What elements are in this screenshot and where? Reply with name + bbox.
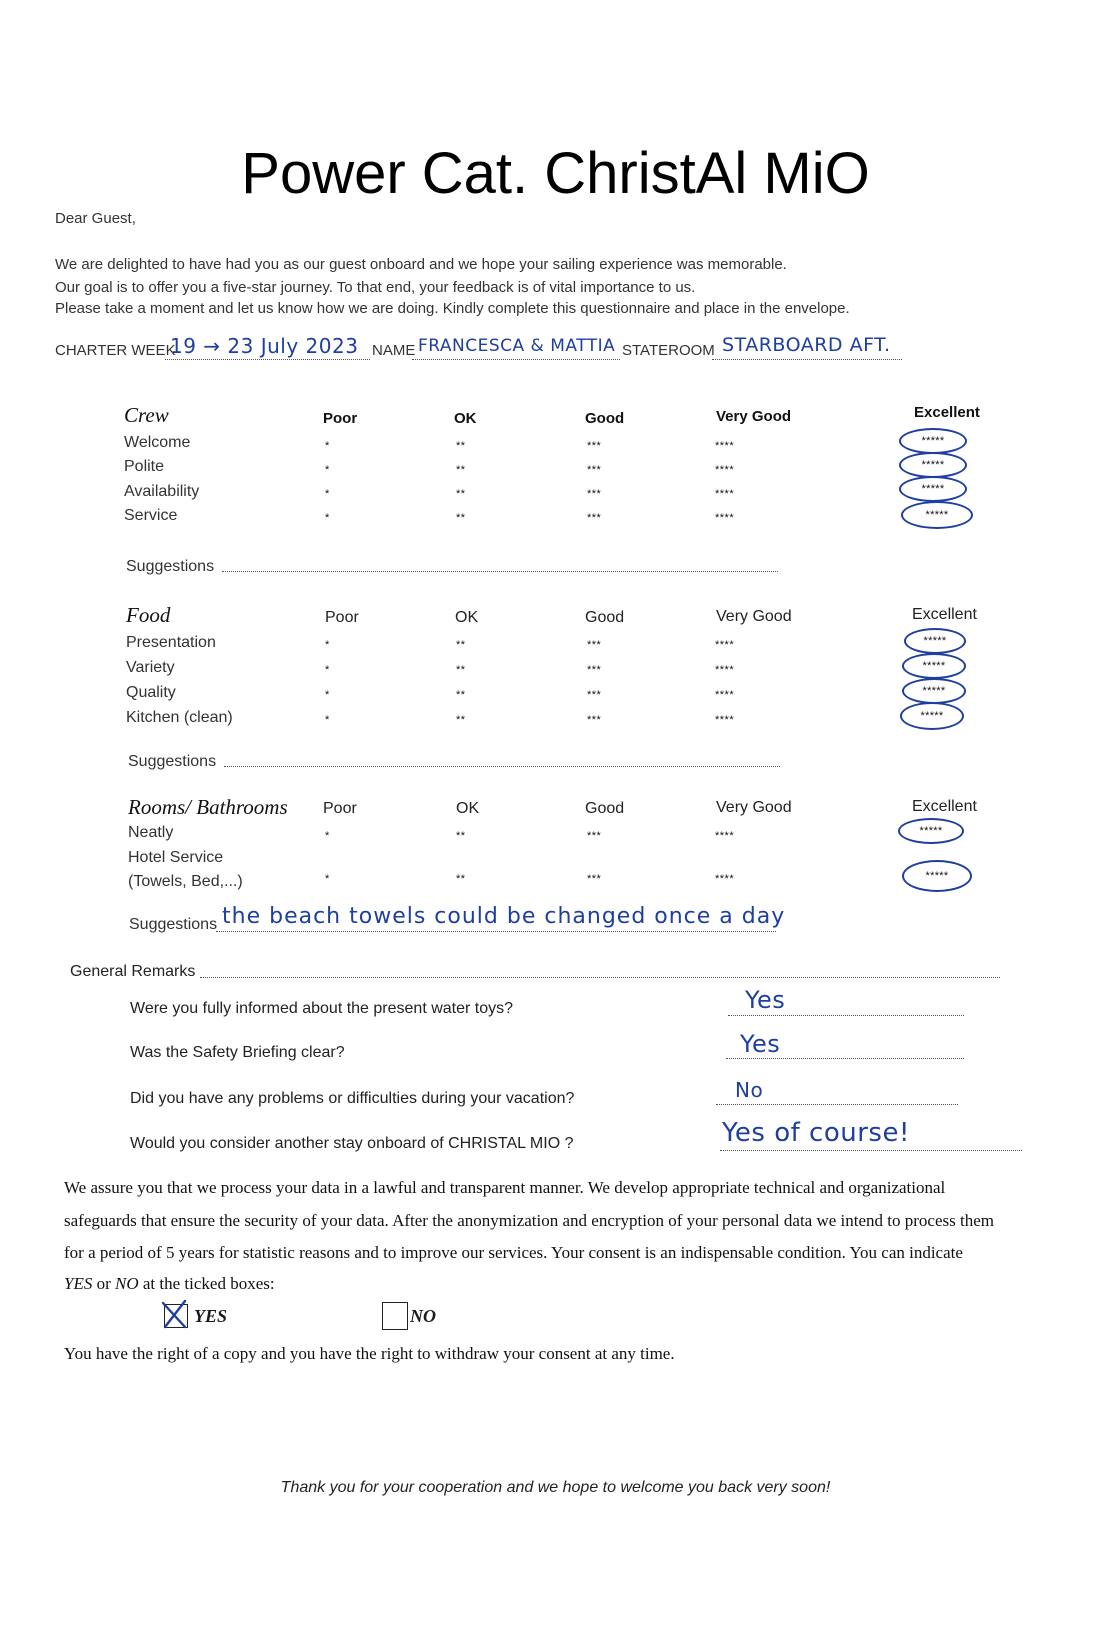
privacy-line-4 <box>64 1268 275 1300</box>
food-section-title: Food <box>126 603 171 627</box>
rooms-neatly-very-good[interactable]: **** <box>715 830 735 842</box>
crew-welcome-ok[interactable]: ** <box>456 440 466 452</box>
crew-service-poor[interactable]: * <box>325 512 330 524</box>
answer-line-safety-briefing <box>726 1058 964 1059</box>
food-presentation-good[interactable]: *** <box>587 639 602 651</box>
consent-yes-checkbox[interactable] <box>164 1304 188 1328</box>
crew-polite-excellent-circled[interactable]: ***** <box>899 452 967 478</box>
consent-no-checkbox[interactable] <box>382 1302 408 1330</box>
name-line <box>412 359 620 360</box>
rooms-item-hotel-service-detail: (Towels, Bed,...) <box>128 873 243 890</box>
food-variety-very-good[interactable]: **** <box>715 664 735 676</box>
answer-safety-briefing[interactable]: Yes <box>740 1030 781 1058</box>
food-kitchen-poor[interactable]: * <box>325 714 330 726</box>
food-presentation-ok[interactable]: ** <box>456 639 466 651</box>
crew-polite-poor[interactable]: * <box>325 464 330 476</box>
food-kitchen-good[interactable]: *** <box>587 714 602 726</box>
charter-week-label: CHARTER WEEK <box>55 342 176 359</box>
crew-welcome-very-good[interactable]: **** <box>715 440 735 452</box>
crew-header-good: Good <box>585 410 625 427</box>
crew-welcome-poor[interactable]: * <box>325 440 330 452</box>
food-suggestions-label: Suggestions <box>128 753 217 770</box>
food-quality-good[interactable]: *** <box>587 689 602 701</box>
stateroom-value[interactable]: STARBOARD AFT. <box>722 334 891 356</box>
crew-availability-ok[interactable]: ** <box>456 488 466 500</box>
rooms-hotel-very-good[interactable]: **** <box>715 873 735 885</box>
question-another-stay: Would you consider another stay onboard of CHRISTAL MIO ? <box>130 1135 574 1152</box>
food-header-very-good: Very Good <box>716 608 792 625</box>
food-variety-excellent-circled[interactable]: ***** <box>902 653 966 679</box>
general-remarks-line <box>200 977 1000 978</box>
checkmark-x-icon <box>159 1297 193 1331</box>
crew-welcome-good[interactable]: *** <box>587 440 602 452</box>
food-presentation-very-good[interactable]: **** <box>715 639 735 651</box>
crew-item-welcome: Welcome <box>124 434 191 451</box>
rooms-hotel-poor[interactable]: * <box>325 873 330 885</box>
rooms-suggestions-value[interactable]: the beach towels could be changed once a day <box>222 904 786 929</box>
food-presentation-excellent-circled[interactable]: ***** <box>904 628 966 654</box>
answer-problems[interactable]: No <box>735 1078 764 1102</box>
crew-polite-ok[interactable]: ** <box>456 464 466 476</box>
crew-service-very-good[interactable]: **** <box>715 512 735 524</box>
intro-line-1: We are delighted to have had you as our guest onboard and we hope your sailing experience was memorable. <box>55 256 787 273</box>
rooms-suggestions-line <box>216 931 776 932</box>
food-kitchen-excellent-circled[interactable]: ***** <box>900 702 964 730</box>
privacy-yes-word: YES <box>64 1274 93 1293</box>
rooms-hotel-ok[interactable]: ** <box>456 873 466 885</box>
crew-service-excellent-circled[interactable]: ***** <box>901 501 973 529</box>
intro-line-3: Please take a moment and let us know how we are doing. Kindly complete this questionnaire and place in the envelope. <box>55 300 850 317</box>
food-item-variety: Variety <box>126 659 175 676</box>
privacy-line-3: for a period of 5 years for statistic reasons and to improve our services. Your consent is an indispensable condition. You can indicate <box>64 1243 963 1262</box>
privacy-rights: You have the right of a copy and you have the right to withdraw your consent at any time. <box>64 1344 675 1363</box>
crew-polite-good[interactable]: *** <box>587 464 602 476</box>
privacy-line-4-rest: at the ticked boxes: <box>142 1274 275 1293</box>
rooms-item-neatly: Neatly <box>128 824 174 841</box>
charter-week-value[interactable]: 19 → 23 July 2023 <box>170 334 359 358</box>
food-quality-poor[interactable]: * <box>325 689 330 701</box>
crew-availability-excellent-circled[interactable]: ***** <box>899 476 967 502</box>
crew-service-good[interactable]: *** <box>587 512 602 524</box>
food-quality-ok[interactable]: ** <box>456 689 466 701</box>
food-presentation-poor[interactable]: * <box>325 639 330 651</box>
rooms-header-very-good: Very Good <box>716 799 792 816</box>
food-item-presentation: Presentation <box>126 634 216 651</box>
crew-section-title: Crew <box>124 403 169 427</box>
rooms-suggestions-label: Suggestions <box>129 916 218 933</box>
greeting: Dear Guest, <box>55 210 136 227</box>
rooms-section-title: Rooms/ Bathrooms <box>128 795 288 819</box>
food-quality-very-good[interactable]: **** <box>715 689 735 701</box>
closing-message: Thank you for your cooperation and we hope to welcome you back very soon! <box>280 1479 831 1496</box>
food-header-ok: OK <box>455 609 479 626</box>
answer-another-stay[interactable]: Yes of course! <box>722 1118 910 1148</box>
answer-line-water-toys <box>728 1015 964 1016</box>
name-label: NAME <box>372 342 416 359</box>
rooms-header-excellent: Excellent <box>912 798 977 815</box>
privacy-or-word: or <box>96 1274 111 1293</box>
rooms-neatly-poor[interactable]: * <box>325 830 330 842</box>
food-item-kitchen: Kitchen (clean) <box>126 709 233 726</box>
consent-yes-label: YES <box>194 1306 228 1326</box>
food-quality-excellent-circled[interactable]: ***** <box>902 678 966 704</box>
form-title: Power Cat. ChristAl MiO <box>241 141 870 206</box>
name-value[interactable]: FRANCESCA & MATTIA <box>418 336 616 356</box>
rooms-hotel-good[interactable]: *** <box>587 873 602 885</box>
general-remarks-label: General Remarks <box>70 963 196 980</box>
answer-line-another-stay <box>720 1150 1022 1151</box>
question-problems: Did you have any problems or difficulties during your vacation? <box>130 1090 575 1107</box>
food-header-poor: Poor <box>325 609 359 626</box>
privacy-line-1: We assure you that we process your data in a lawful and transparent manner. We develop appropriate technical and organizational <box>64 1178 946 1197</box>
question-safety-briefing: Was the Safety Briefing clear? <box>130 1044 345 1061</box>
answer-water-toys[interactable]: Yes <box>745 986 786 1014</box>
privacy-line-2: safeguards that ensure the security of your data. After the anonymization and encryption of your personal data we intend to process them <box>64 1211 994 1230</box>
food-kitchen-ok[interactable]: ** <box>456 714 466 726</box>
rooms-neatly-excellent-circled[interactable]: ***** <box>898 818 964 844</box>
crew-welcome-excellent-circled[interactable]: ***** <box>899 428 967 454</box>
food-variety-ok[interactable]: ** <box>456 664 466 676</box>
intro-line-2: Our goal is to offer you a five-star journey. To that end, your feedback is of vital importance to us. <box>55 279 696 296</box>
food-header-excellent: Excellent <box>912 606 977 623</box>
stateroom-label: STATEROOM <box>622 342 715 359</box>
food-suggestions-line <box>224 766 780 767</box>
rooms-neatly-ok[interactable]: ** <box>456 830 466 842</box>
food-item-quality: Quality <box>126 684 176 701</box>
crew-availability-very-good[interactable]: **** <box>715 488 735 500</box>
rooms-hotel-excellent-circled[interactable]: ***** <box>902 860 972 892</box>
privacy-no-word: NO <box>115 1274 139 1293</box>
food-kitchen-very-good[interactable]: **** <box>715 714 735 726</box>
rooms-header-ok: OK <box>456 800 480 817</box>
rooms-header-good: Good <box>585 800 625 817</box>
rooms-item-hotel-service: Hotel Service <box>128 849 224 866</box>
crew-header-very-good: Very Good <box>716 408 792 425</box>
food-header-good: Good <box>585 609 625 626</box>
crew-item-service: Service <box>124 507 178 524</box>
question-water-toys: Were you fully informed about the present water toys? <box>130 1000 514 1017</box>
crew-availability-poor[interactable]: * <box>325 488 330 500</box>
crew-item-polite: Polite <box>124 458 165 475</box>
stateroom-line <box>712 359 902 360</box>
answer-line-problems <box>716 1104 958 1105</box>
crew-header-excellent: Excellent <box>914 404 980 421</box>
rooms-header-poor: Poor <box>323 800 357 817</box>
food-variety-good[interactable]: *** <box>587 664 602 676</box>
crew-header-poor: Poor <box>323 410 358 427</box>
crew-polite-very-good[interactable]: **** <box>715 464 735 476</box>
crew-service-ok[interactable]: ** <box>456 512 466 524</box>
rooms-neatly-good[interactable]: *** <box>587 830 602 842</box>
consent-no-label: NO <box>410 1306 436 1326</box>
crew-suggestions-label: Suggestions <box>126 558 215 575</box>
food-variety-poor[interactable]: * <box>325 664 330 676</box>
crew-item-availability: Availability <box>124 483 200 500</box>
crew-suggestions-line <box>222 571 778 572</box>
crew-header-ok: OK <box>454 410 477 427</box>
crew-availability-good[interactable]: *** <box>587 488 602 500</box>
charter-week-line <box>165 359 370 360</box>
